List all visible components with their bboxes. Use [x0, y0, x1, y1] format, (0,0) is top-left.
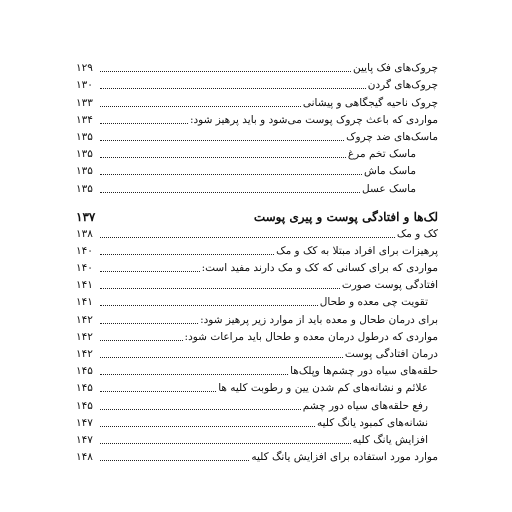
toc-entry-title: چروک ناحیه گیجگاهی و پیشانی: [302, 96, 438, 109]
toc-entry-page: ۱۴۵: [76, 365, 93, 378]
chapter-title: لک‌ها و افتادگی پوست و پیری پوست: [253, 209, 438, 224]
toc-entry: [76, 161, 438, 178]
dot-leader: [100, 442, 351, 444]
dot-leader: [100, 287, 340, 289]
toc-entry-title: چروک‌های گردن: [367, 79, 438, 92]
toc-entry: [76, 75, 438, 92]
toc-entry-title: حلقه‌های سیاه دور چشم‌ها وپلک‌ها: [290, 365, 438, 378]
dot-leader: [100, 173, 362, 175]
toc-entry-title: ماسک عسل: [362, 182, 416, 195]
toc-entry-title: ماسک‌های ضد چروک: [346, 130, 438, 143]
toc-entry: [76, 309, 438, 326]
dot-leader: [100, 425, 315, 427]
dot-leader: [100, 253, 274, 255]
dot-leader: [100, 373, 288, 375]
dot-leader: [100, 339, 183, 341]
toc-entry: [76, 413, 438, 430]
toc-entry: [76, 275, 438, 292]
toc-entry: [76, 127, 438, 144]
toc-entry-page: ۱۳۳: [76, 96, 93, 109]
toc-entry-page: ۱۴۱: [76, 296, 93, 309]
toc-entry: [76, 292, 438, 309]
toc-entry: [76, 395, 438, 412]
toc-entry-page: ۱۳۵: [76, 182, 93, 195]
toc-entry-title: رفع حلقه‌های سیاه دور چشم: [302, 399, 428, 412]
dot-leader: [100, 87, 366, 89]
toc-entry: [76, 378, 438, 395]
toc-entry-page: ۱۴۵: [76, 382, 93, 395]
dot-leader: [100, 304, 318, 306]
toc-entry: [76, 447, 438, 464]
toc-entry: [76, 92, 438, 109]
toc-entry-title: علائم و نشانه‌های کم شدن یین و رطوبت کلیه ها: [218, 382, 428, 395]
toc-entry-page: ۱۳۴: [76, 113, 93, 126]
dot-leader: [100, 156, 346, 158]
toc-entry-title: مواردی که درطول درمان معده و طحال باید مراعات شود:: [184, 330, 438, 343]
toc-entry-title: مواردی که باعث چروک پوست می‌شود و باید پرهیز شود:: [189, 113, 438, 126]
table-of-contents: [76, 58, 438, 464]
dot-leader: [100, 459, 249, 461]
toc-entry: [76, 430, 438, 447]
toc-entry-page: ۱۴۰: [76, 262, 93, 275]
toc-entry-page: ۱۴۰: [76, 244, 93, 257]
toc-entry-page: ۱۴۷: [76, 433, 93, 446]
toc-entry-page: ۱۴۸: [76, 451, 93, 464]
toc-section-2: [76, 224, 438, 465]
toc-entry-page: ۱۳۵: [76, 165, 93, 178]
toc-entry-page: ۱۲۹: [76, 62, 93, 75]
toc-entry-page: ۱۳۸: [76, 227, 93, 240]
toc-entry-page: ۱۴۵: [76, 399, 93, 412]
dot-leader: [100, 270, 200, 272]
toc-entry: [76, 144, 438, 161]
dot-leader: [100, 105, 301, 107]
toc-entry: [76, 258, 438, 275]
dot-leader: [100, 408, 301, 410]
toc-entry-title: نشانه‌های کمبود یانگ کلیه: [316, 416, 428, 429]
dot-leader: [100, 390, 216, 392]
toc-entry-page: ۱۳۵: [76, 130, 93, 143]
toc-entry-title: پرهیزات برای افراد مبتلا به کک و مک: [276, 244, 438, 257]
toc-entry: [76, 224, 438, 241]
toc-entry-title: چروک‌های فک پایین: [352, 62, 438, 75]
dot-leader: [100, 191, 360, 193]
toc-entry-title: مواردی که برای کسانی که کک و مک دارند مفید است:: [201, 262, 438, 275]
dot-leader: [100, 236, 395, 238]
toc-entry-page: ۱۴۷: [76, 416, 93, 429]
toc-entry: [76, 241, 438, 258]
toc-entry-page: ۱۳۰: [76, 79, 93, 92]
toc-entry-page: ۱۴۱: [76, 279, 93, 292]
toc-section-1: [76, 58, 438, 196]
toc-entry-page: ۱۴۲: [76, 330, 93, 343]
toc-entry-page: ۱۳۵: [76, 148, 93, 161]
toc-entry-page: ۱۴۲: [76, 313, 93, 326]
dot-leader: [100, 322, 198, 324]
toc-entry: [76, 110, 438, 127]
dot-leader: [100, 139, 344, 141]
dot-leader: [100, 70, 351, 72]
dot-leader: [100, 356, 343, 358]
chapter-heading: [76, 198, 438, 224]
chapter-page: ۱۳۷: [76, 209, 96, 224]
dot-leader: [100, 122, 188, 124]
toc-entry: [76, 178, 438, 195]
toc-entry-title: ماسک ماش: [364, 165, 416, 178]
toc-entry: [76, 361, 438, 378]
toc-entry-title: ماسک تخم مرغ: [347, 148, 416, 161]
toc-entry: [76, 327, 438, 344]
toc-entry-title: موارد مورد استفاده برای افزایش یانگ کلیه: [251, 451, 438, 464]
toc-entry-title: افزایش یانگ کلیه: [352, 433, 428, 446]
toc-entry-title: کک و مک: [396, 227, 438, 240]
toc-entry-page: ۱۴۲: [76, 348, 93, 360]
toc-entry-title: درمان افتادگی پوست: [344, 348, 438, 360]
toc-entry: [76, 344, 438, 361]
toc-entry-title: برای درمان طحال و معده باید از موارد زیر پرهیز شود:: [200, 313, 438, 326]
toc-entry-title: افتادگی پوست صورت: [341, 279, 438, 292]
toc-entry-title: تقویت چی معده و طحال: [319, 296, 428, 309]
toc-entry: [76, 58, 438, 75]
